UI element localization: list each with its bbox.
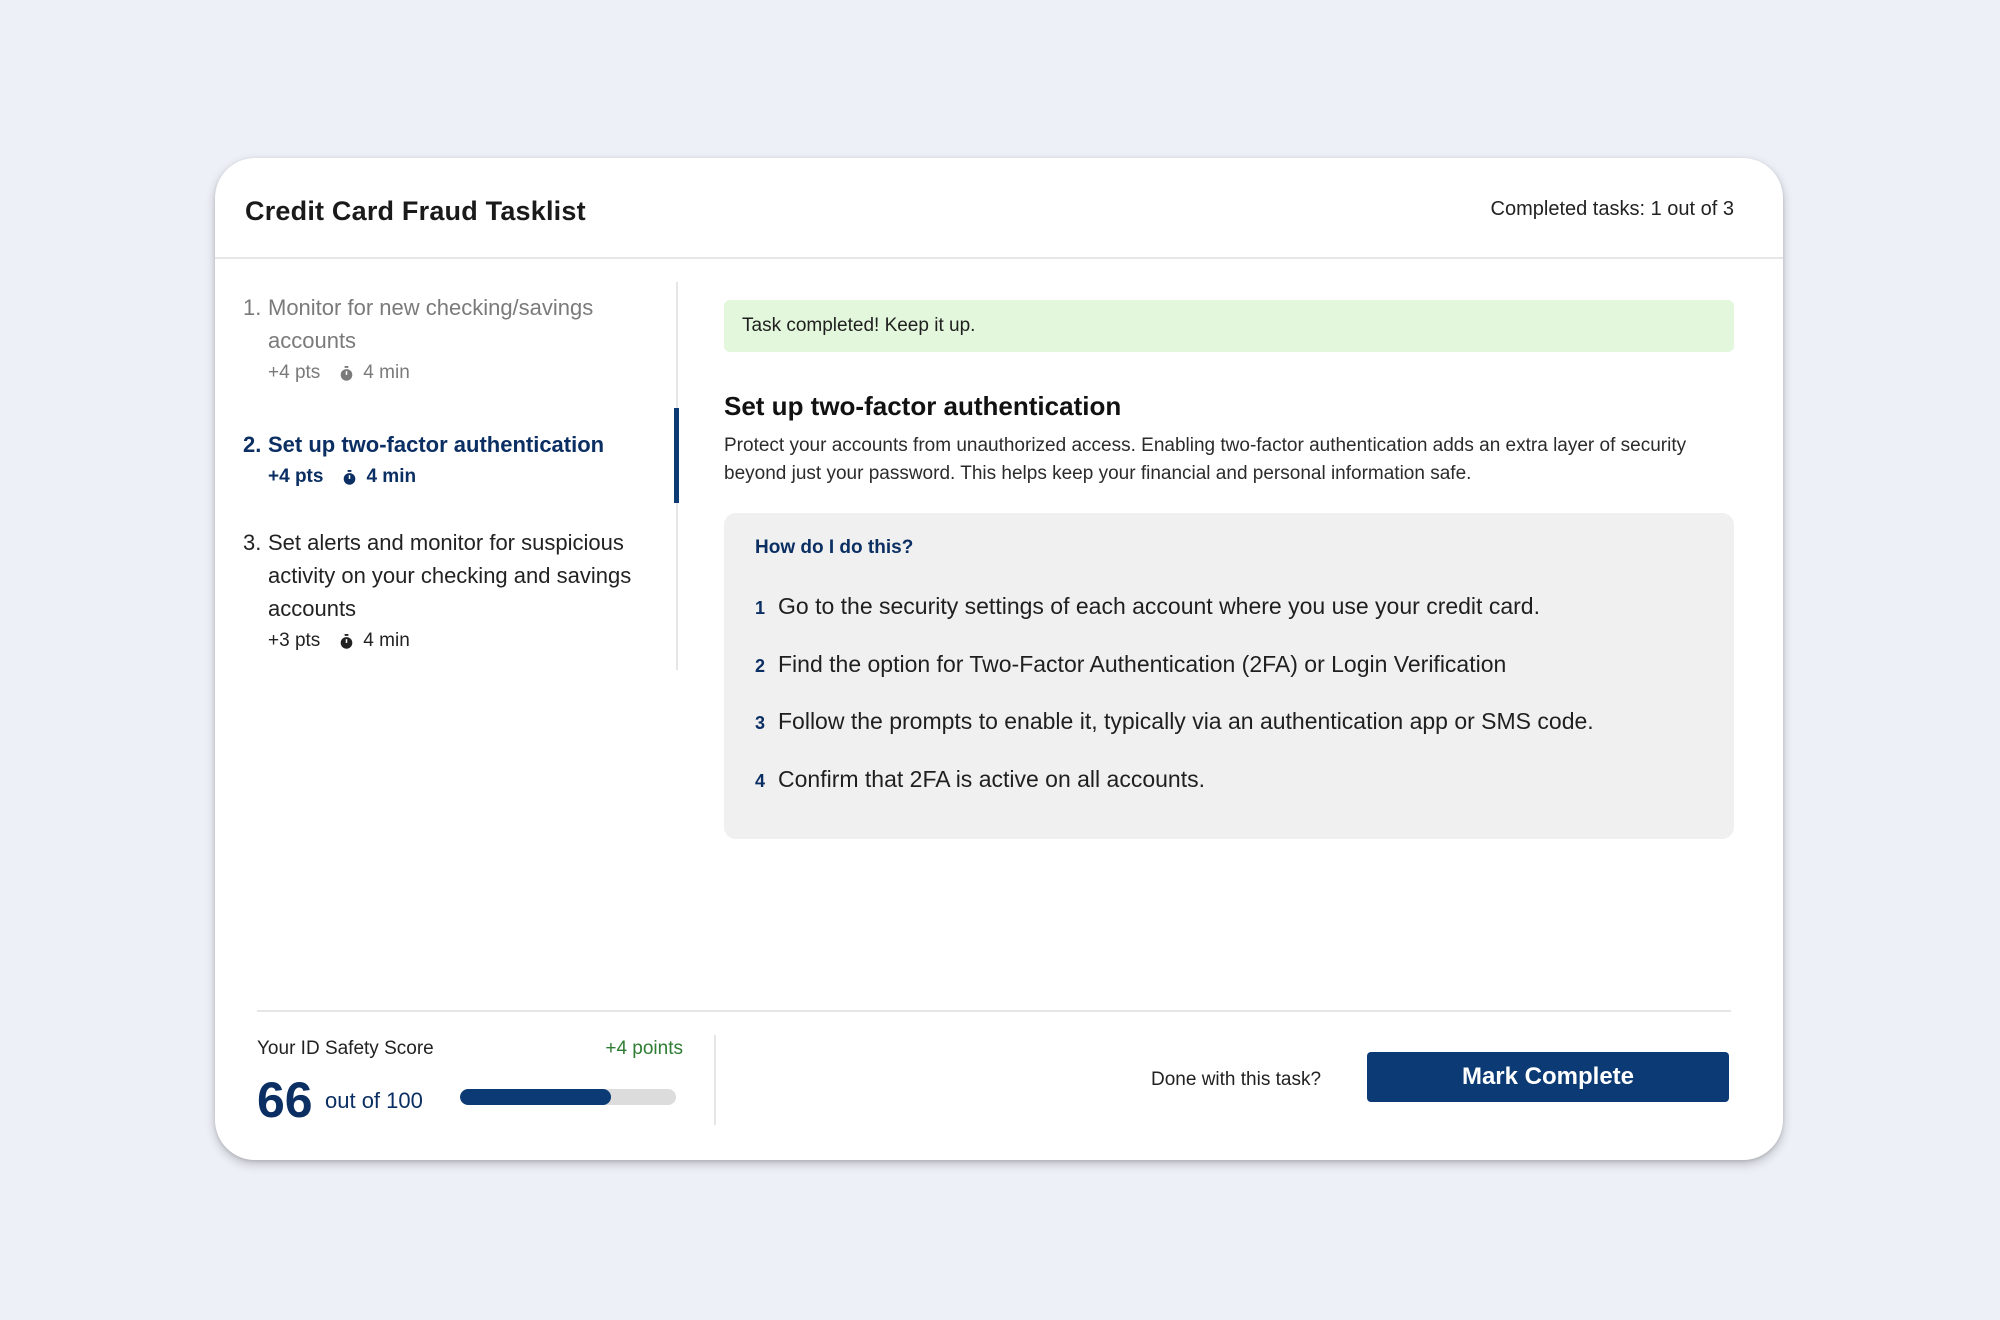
task-title: Monitor for new checking/savings accounts [268, 295, 594, 353]
task-points: +4 pts [268, 466, 324, 487]
task-number: 3. [243, 530, 262, 555]
step-text: Find the option for Two-Factor Authentication (2FA) or Login Verification [778, 651, 1507, 677]
task-item-1[interactable] [243, 291, 663, 387]
card-header [215, 158, 1783, 259]
stopwatch-icon [339, 634, 354, 649]
how-to-title: How do I do this? [755, 537, 914, 558]
active-task-indicator [674, 408, 679, 503]
task-meta [268, 359, 663, 387]
how-to-panel [724, 513, 1734, 839]
task-time: 4 min [363, 630, 410, 651]
tasklist-card [215, 158, 1783, 1160]
step-number: 3 [755, 713, 766, 733]
task-number: 2. [243, 432, 262, 457]
task-title: Set alerts and monitor for suspicious activity on your checking and savings accounts [268, 530, 632, 621]
step-text: Follow the prompts to enable it, typically via an authentication app or SMS code. [778, 708, 1594, 734]
mark-complete-button[interactable]: Mark Complete [1367, 1052, 1729, 1102]
how-to-step [755, 593, 1540, 620]
task-title: Set up two-factor authentication [268, 432, 605, 457]
task-item-2[interactable] [243, 428, 663, 491]
completed-tasks-counter: Completed tasks: 1 out of 3 [1490, 198, 1734, 220]
score-value: 66 [257, 1072, 313, 1128]
step-text: Confirm that 2FA is active on all accounts. [778, 766, 1205, 792]
task-time: 4 min [363, 362, 410, 383]
done-prompt: Done with this task? [1151, 1069, 1322, 1090]
task-meta [268, 627, 663, 655]
how-to-step [755, 708, 1594, 735]
how-to-step [755, 766, 1205, 793]
how-to-step [755, 651, 1506, 678]
page-title: Credit Card Fraud Tasklist [245, 196, 586, 226]
step-text: Go to the security settings of each account where you use your credit card. [778, 593, 1540, 619]
stopwatch-icon [339, 366, 354, 381]
task-number: 1. [243, 295, 262, 320]
score-out-of: out of 100 [325, 1088, 423, 1113]
footer-vertical-divider [714, 1035, 716, 1125]
score-progress-fill [460, 1089, 611, 1105]
score-points-gained: +4 points [605, 1038, 683, 1059]
task-detail-title: Set up two-factor authentication [724, 391, 1122, 421]
task-item-3[interactable] [243, 526, 663, 655]
step-number: 2 [755, 656, 766, 676]
task-detail-description: Protect your accounts from unauthorized access. Enabling two-factor authentication adds an extra layer of security beyond just your password. This helps keep your financial and personal information safe. [724, 435, 1687, 484]
score-label: Your ID Safety Score [257, 1038, 434, 1059]
task-points: +3 pts [268, 630, 321, 651]
score-progress-bar [460, 1089, 676, 1105]
task-points: +4 pts [268, 362, 321, 383]
stopwatch-icon [342, 470, 357, 485]
step-number: 4 [755, 771, 766, 791]
footer-divider-line [257, 1010, 1731, 1012]
task-completed-banner: Task completed! Keep it up. [724, 300, 1734, 352]
task-meta [268, 463, 663, 491]
step-number: 1 [755, 598, 766, 618]
task-time: 4 min [366, 466, 417, 487]
